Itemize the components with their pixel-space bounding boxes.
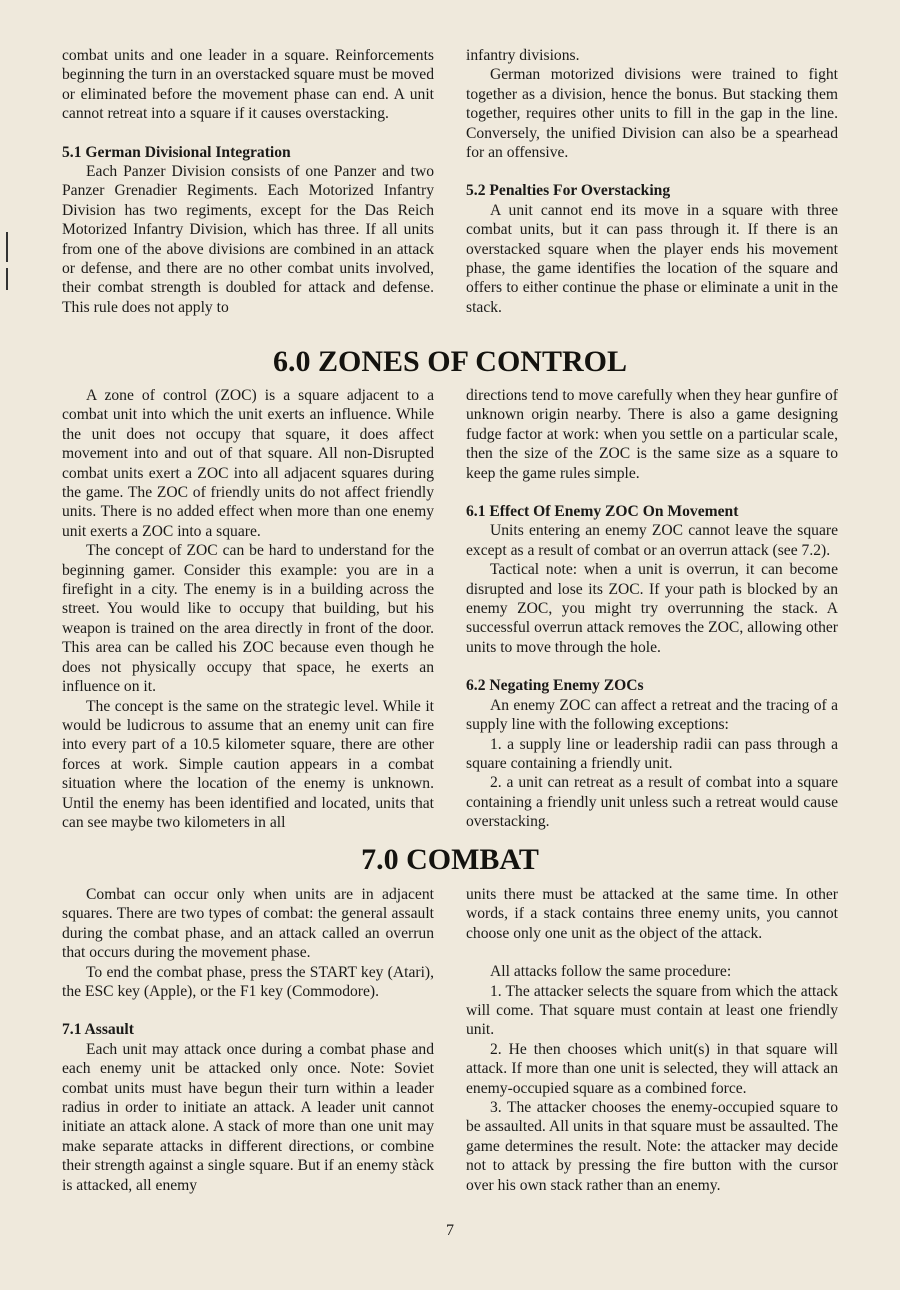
paragraph: units there must be attacked at the same time. In other words, if a stack contains three enemy units, you cannot choose only one unit as the object of the attack. xyxy=(466,886,838,942)
top-left-column xyxy=(62,46,434,317)
paragraph: Units entering an enemy ZOC cannot leave the square except as a result of combat or an overrun attack (see 7.2). xyxy=(466,522,838,559)
paragraph: The concept is the same on the strategic level. While it would be ludicrous to assume that an enemy unit can fire into every part of a 10.5 kilometer square, there are other forces at work. Simple caution appears in a combat situation where the location of the enemy is unknown. Until the enemy has been identified and located, units that can see maybe two kilometers in all xyxy=(62,697,434,831)
section7-left-column xyxy=(62,885,434,1195)
paragraph: Each Panzer Division consists of one Panzer and two Panzer Grenadier Regiments. Each Motorized Infantry Division has two regiments, except for the Das Reich Motorized Infantry Division, which has three. If all units from one of the above divisions are combined in an attack or defense, and there are no other combat units involved, their combat strength is doubled for attack and defense. This rule does not apply to xyxy=(62,163,434,316)
paragraph: 1. The attacker selects the square from which the attack will come. That square must contain at least one friendly unit. xyxy=(466,982,838,1039)
binding-mark xyxy=(6,232,8,262)
paragraph: Each unit may attack once during a combat phase and each enemy unit be attacked only once. Note: Soviet combat units must have begun their turn within a leader radius in order to initiate an attack. A leader unit cannot initiate an attack alone. A stack of more than one unit may make separate attacks in different directions, or combine their strength against a single square. But if an enemy stàck is attacked, all enemy xyxy=(62,1040,434,1194)
section-heading-5-2: 5.2 Penalties For Overstacking xyxy=(466,182,671,200)
paragraph: Combat can occur only when units are in adjacent squares. There are two types of combat: the general assault during the combat phase, and an attack called an overrun that occurs during the movement phase. xyxy=(62,886,434,962)
paragraph: All attacks follow the same procedure: xyxy=(490,963,732,981)
section6-left-column xyxy=(62,386,434,832)
paragraph: 2. a unit can retreat as a result of combat into a square containing a friendly unit unless such a retreat would cause overstacking. xyxy=(466,774,838,831)
paragraph: infantry divisions. xyxy=(466,47,580,64)
section-title-6: 6.0 ZONES OF CONTROL xyxy=(273,345,627,378)
paragraph: German motorized divisions were trained to fight together as a division, hence the bonus. But stacking them together, requires other units to fill in the gap in the line. Conversely, the unified Division can also be a spearhead for an offensive. xyxy=(466,66,838,162)
paragraph: To end the combat phase, press the START key (Atari), the ESC key (Apple), or the F1 key (Commodore). xyxy=(62,963,434,1001)
section-title-7: 7.0 COMBAT xyxy=(361,843,539,876)
paragraph: combat units and one leader in a square. Reinforcements beginning the turn in an overstacked square must be moved or eliminated before the movement phase can end. A unit cannot retreat into a square if it causes overstacking. xyxy=(62,47,434,123)
paragraph: A zone of control (ZOC) is a square adjacent to a combat unit into which the unit exerts an influence. While the unit does not occupy that square, it does affect movement into and out of that square. All non-Disrupted combat units exert a ZOC into all adjacent squares during the game. The ZOC of friendly units do not affect friendly units. There is no added effect when more than one enemy unit exerts a ZOC into a square. xyxy=(62,387,434,540)
section7-right-column xyxy=(466,885,838,1195)
top-right-column xyxy=(466,46,838,317)
page-number: 7 xyxy=(446,1222,454,1239)
paragraph: A unit cannot end its move in a square with three combat units, but it can pass through it. If there is an overstacked square when the player ends his movement phase, the game identifies the location of the square and offers to either continue the phase or eliminate a unit in the stack. xyxy=(466,201,838,316)
paragraph: 1. a supply line or leadership radii can pass through a square containing a friendly unit. xyxy=(466,735,838,772)
section-heading-6-1: 6.1 Effect Of Enemy ZOC On Movement xyxy=(466,503,739,521)
paragraph: An enemy ZOC can affect a retreat and the tracing of a supply line with the following exceptions: xyxy=(466,696,838,734)
section6-right-column xyxy=(466,386,838,832)
binding-mark xyxy=(6,268,8,290)
section-heading-6-2: 6.2 Negating Enemy ZOCs xyxy=(466,677,644,695)
section-heading-7-1: 7.1 Assault xyxy=(62,1021,134,1039)
paragraph: 2. He then chooses which unit(s) in that square will attack. If more than one unit is selected, they will attack an enemy-occupied square as a combined force. xyxy=(466,1040,838,1097)
paragraph: directions tend to move carefully when they hear gunfire of unknown origin nearby. There is also a game designing fudge factor at work: when you settle on a particular scale, then the size of the ZOC is the same size as a square to keep the game rules simple. xyxy=(466,387,838,482)
section-heading-5-1: 5.1 German Divisional Integration xyxy=(62,143,291,161)
paragraph: The concept of ZOC can be hard to understand for the beginning gamer. Consider this example: you are in a firefight in a city. The enemy is in a building across the street. You would like to occupy that building, but his weapon is trained on the area directly in front of the door. This area can be called his ZOC because even though he does not physically occupy that space, he exerts an influence on it. xyxy=(62,542,434,696)
paragraph: 3. The attacker chooses the enemy-occupied square to be assaulted. All units in that square must be assaulted. The game determines the result. Note: the attacker may decide not to attack by pressing the fire button with the cursor over his own stack rather than an enemy. xyxy=(466,1099,838,1194)
paragraph: Tactical note: when a unit is overrun, it can become disrupted and lose its ZOC. If your path is blocked by an enemy ZOC, you might try overrunning the stack. A successful overrun attack removes the ZOC, allowing other units to move through the hole. xyxy=(466,561,838,656)
